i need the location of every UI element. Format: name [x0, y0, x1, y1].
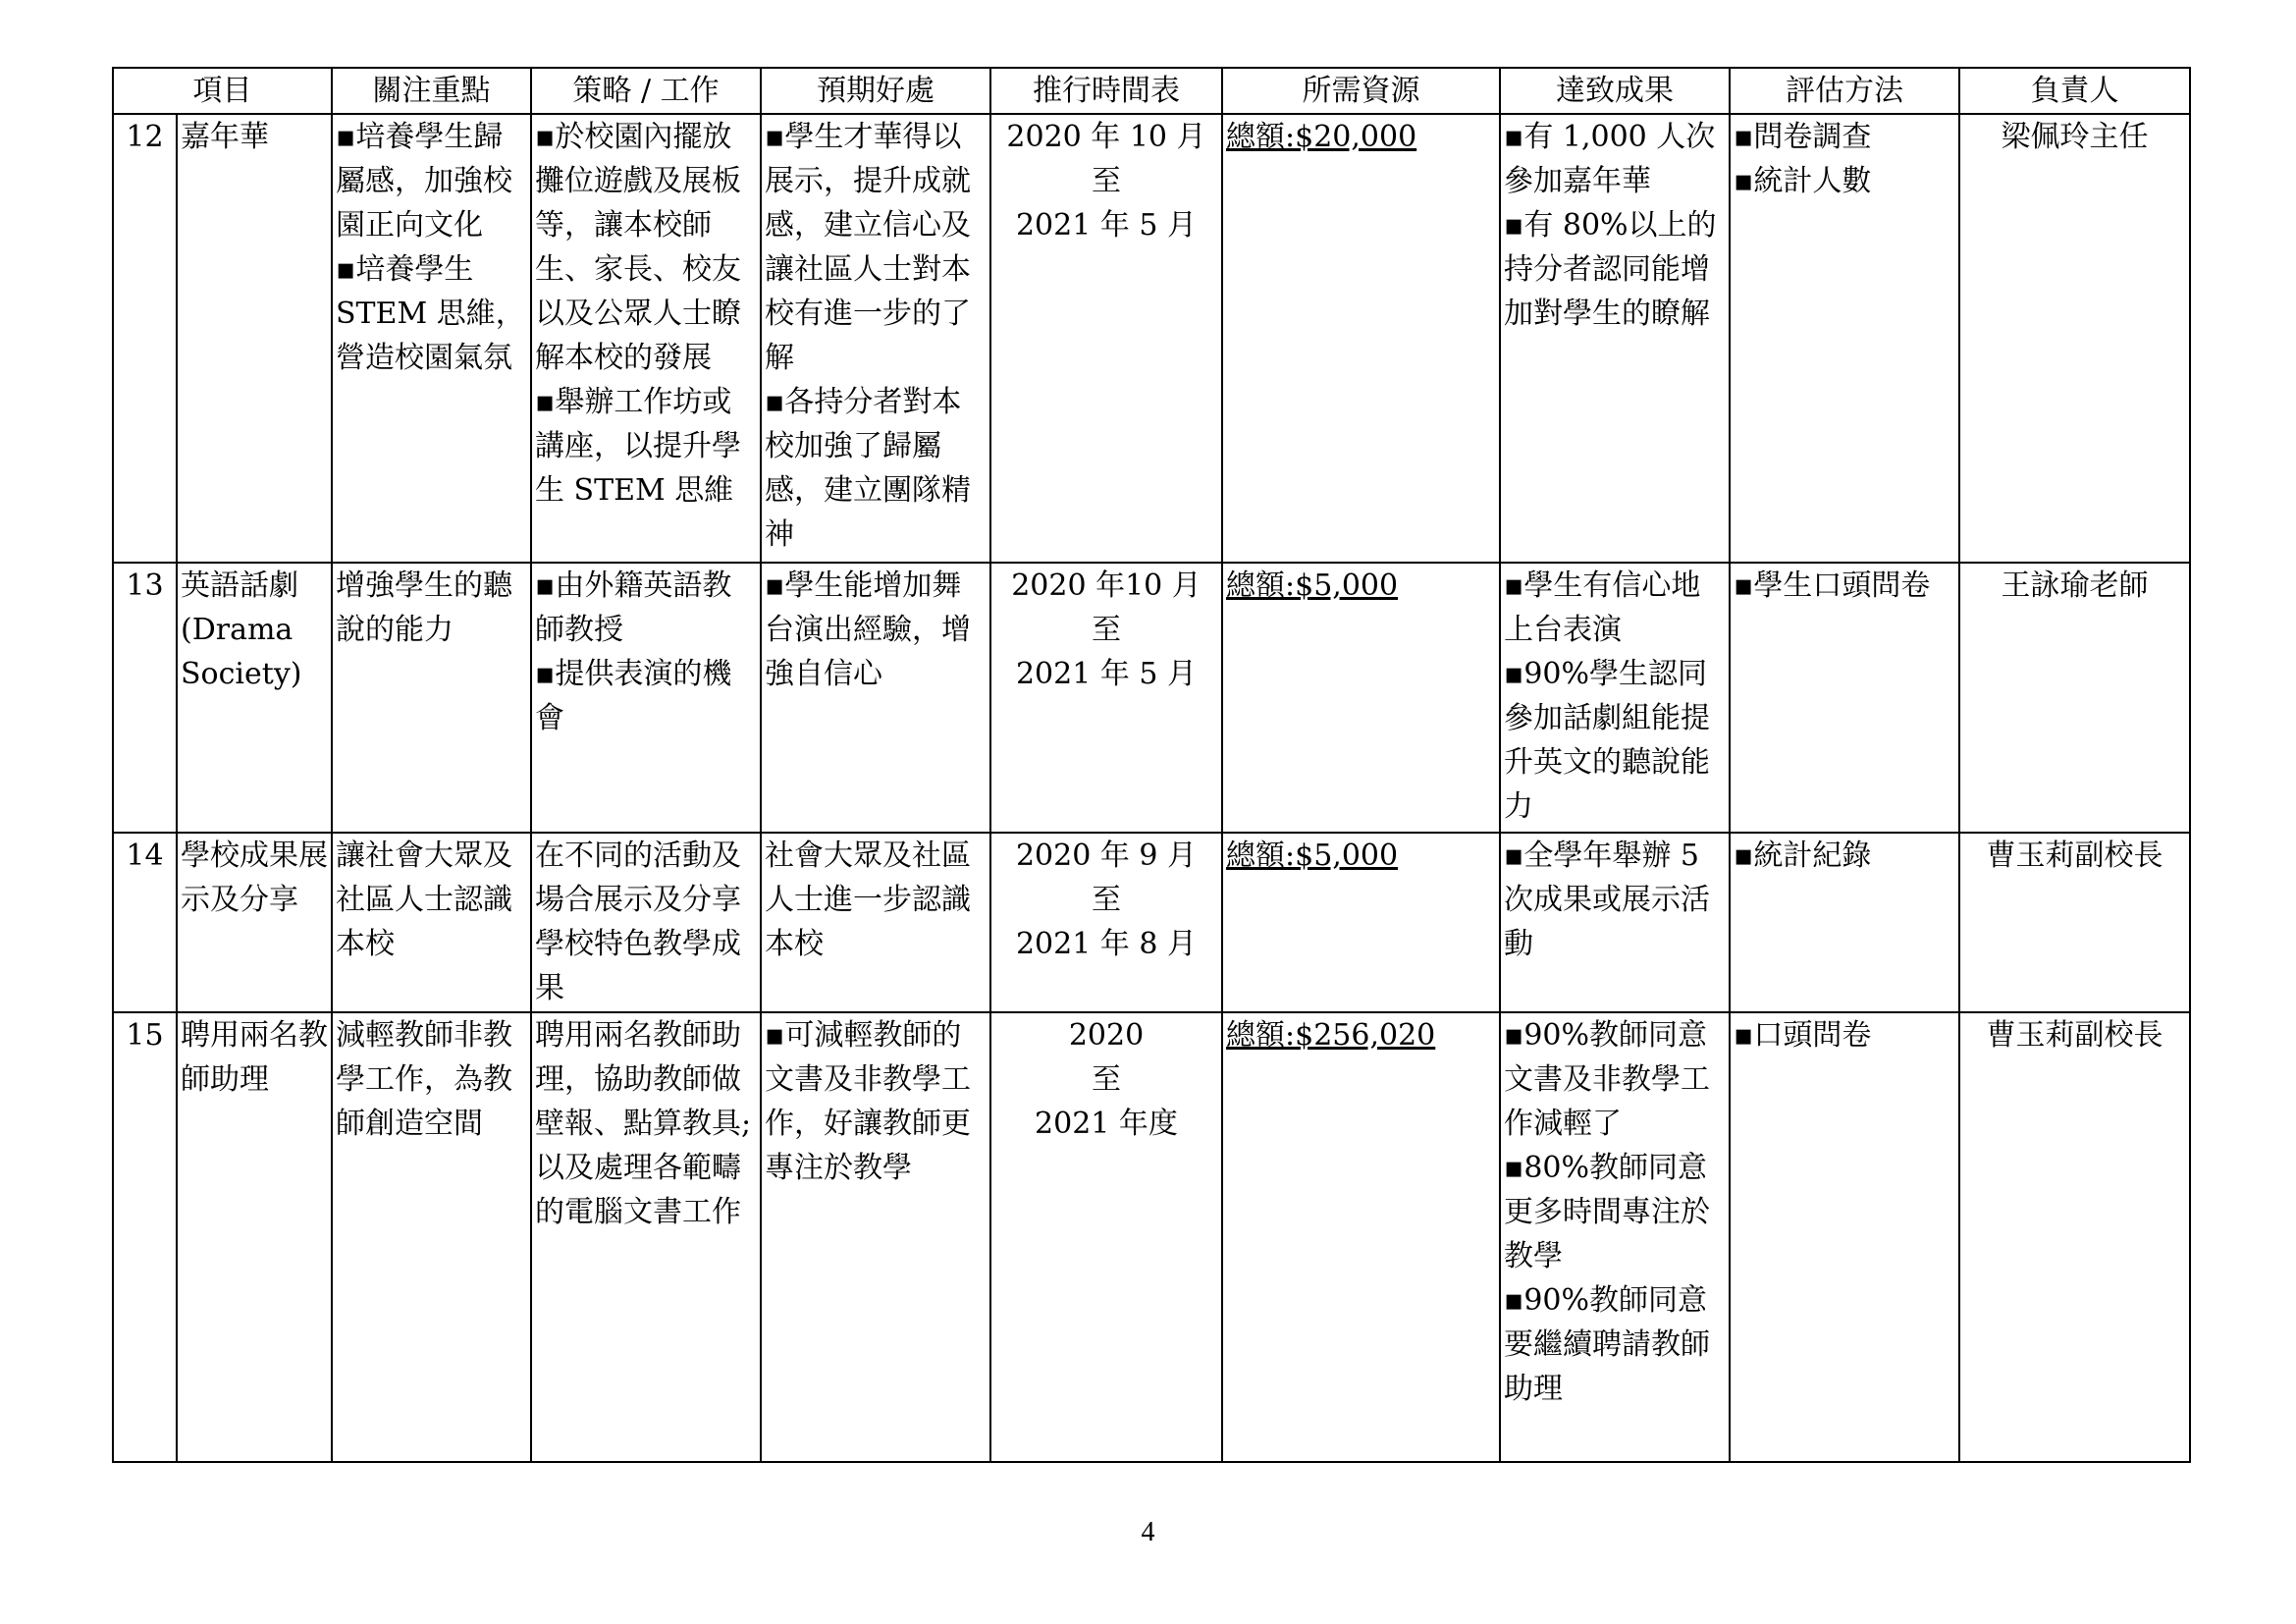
plan-table — [112, 67, 2191, 1463]
row-number: 13 — [113, 563, 177, 833]
item-name: 聘用兩名教師助理 — [177, 1012, 332, 1462]
resource-cell: 總額:$256,020 — [1222, 1012, 1500, 1462]
schedule-cell: 2020 年 9 月 至 2021 年 8 月 — [990, 833, 1222, 1012]
benefit-cell: ▪學生能增加舞台演出經驗，增強自信心 — [761, 563, 990, 833]
outcome-cell: ▪學生有信心地上台表演 ▪90%學生認同參加話劇組能提升英文的聽說能力 — [1500, 563, 1730, 833]
evaluation-cell: ▪統計紀錄 — [1730, 833, 1959, 1012]
schedule-cell: 2020 年10 月 至 2021 年 5 月 — [990, 563, 1222, 833]
row-number: 14 — [113, 833, 177, 1012]
row-number: 12 — [113, 114, 177, 563]
strategy-cell: ▪由外籍英語教師教授 ▪提供表演的機會 — [531, 563, 761, 833]
item-name: 嘉年華 — [177, 114, 332, 563]
evaluation-cell: ▪學生口頭問卷 — [1730, 563, 1959, 833]
header-row — [113, 68, 2190, 114]
header-schedule: 推行時間表 — [990, 68, 1222, 114]
person-cell: 王詠瑜老師 — [1959, 563, 2190, 833]
header-strategy: 策略 / 工作 — [531, 68, 761, 114]
schedule-cell: 2020 年 10 月 至 2021 年 5 月 — [990, 114, 1222, 563]
person-cell: 曹玉莉副校長 — [1959, 833, 2190, 1012]
outcome-cell: ▪有 1,000 人次參加嘉年華 ▪有 80%以上的持分者認同能增加對學生的瞭解 — [1500, 114, 1730, 563]
person-cell: 梁佩玲主任 — [1959, 114, 2190, 563]
person-cell: 曹玉莉副校長 — [1959, 1012, 2190, 1462]
evaluation-cell: ▪口頭問卷 — [1730, 1012, 1959, 1462]
benefit-cell: ▪學生才華得以展示，提升成就感，建立信心及讓社區人士對本校有進一步的了解 ▪各持分者對本校加強了歸屬感，建立團隊精神 — [761, 114, 990, 563]
strategy-cell: ▪於校園內擺放攤位遊戲及展板等，讓本校師生、家長、校友以及公眾人士瞭解本校的發展 ▪舉辦工作坊或講座，以提升學生 STEM 思維 — [531, 114, 761, 563]
focus-cell: ▪培養學生歸屬感，加強校園正向文化 ▪培養學生 STEM 思維，營造校園氣氛 — [332, 114, 531, 563]
strategy-cell: 聘用兩名教師助理，協助教師做壁報、點算教具;以及處理各範疇的電腦文書工作 — [531, 1012, 761, 1462]
table-row — [113, 114, 2190, 563]
table-row — [113, 563, 2190, 833]
header-benefit: 預期好處 — [761, 68, 990, 114]
row-number: 15 — [113, 1012, 177, 1462]
focus-cell: 增強學生的聽說的能力 — [332, 563, 531, 833]
page-number: 4 — [1141, 1517, 1155, 1547]
table-row — [113, 833, 2190, 1012]
strategy-cell: 在不同的活動及場合展示及分享學校特色教學成果 — [531, 833, 761, 1012]
item-name: 英語話劇 (Drama Society) — [177, 563, 332, 833]
outcome-cell: ▪90%教師同意文書及非教學工作減輕了 ▪80%教師同意更多時間專注於教學 ▪90%教師同意要繼續聘請教師助理 — [1500, 1012, 1730, 1462]
resource-cell: 總額:$20,000 — [1222, 114, 1500, 563]
outcome-cell: ▪全學年舉辦 5 次成果或展示活動 — [1500, 833, 1730, 1012]
schedule-cell: 2020 至 2021 年度 — [990, 1012, 1222, 1462]
resource-cell: 總額:$5,000 — [1222, 563, 1500, 833]
evaluation-cell: ▪問卷調查 ▪統計人數 — [1730, 114, 1959, 563]
item-name: 學校成果展示及分享 — [177, 833, 332, 1012]
resource-cell: 總額:$5,000 — [1222, 833, 1500, 1012]
benefit-cell: 社會大眾及社區人士進一步認識本校 — [761, 833, 990, 1012]
header-outcome: 達致成果 — [1500, 68, 1730, 114]
header-evaluation: 評估方法 — [1730, 68, 1959, 114]
header-focus: 關注重點 — [332, 68, 531, 114]
focus-cell: 讓社會大眾及社區人士認識本校 — [332, 833, 531, 1012]
focus-cell: 減輕教師非教學工作，為教師創造空間 — [332, 1012, 531, 1462]
table-row — [113, 1012, 2190, 1462]
header-resource: 所需資源 — [1222, 68, 1500, 114]
header-person: 負責人 — [1959, 68, 2190, 114]
benefit-cell: ▪可減輕教師的文書及非教學工作，好讓教師更專注於教學 — [761, 1012, 990, 1462]
header-item: 項目 — [113, 68, 332, 114]
